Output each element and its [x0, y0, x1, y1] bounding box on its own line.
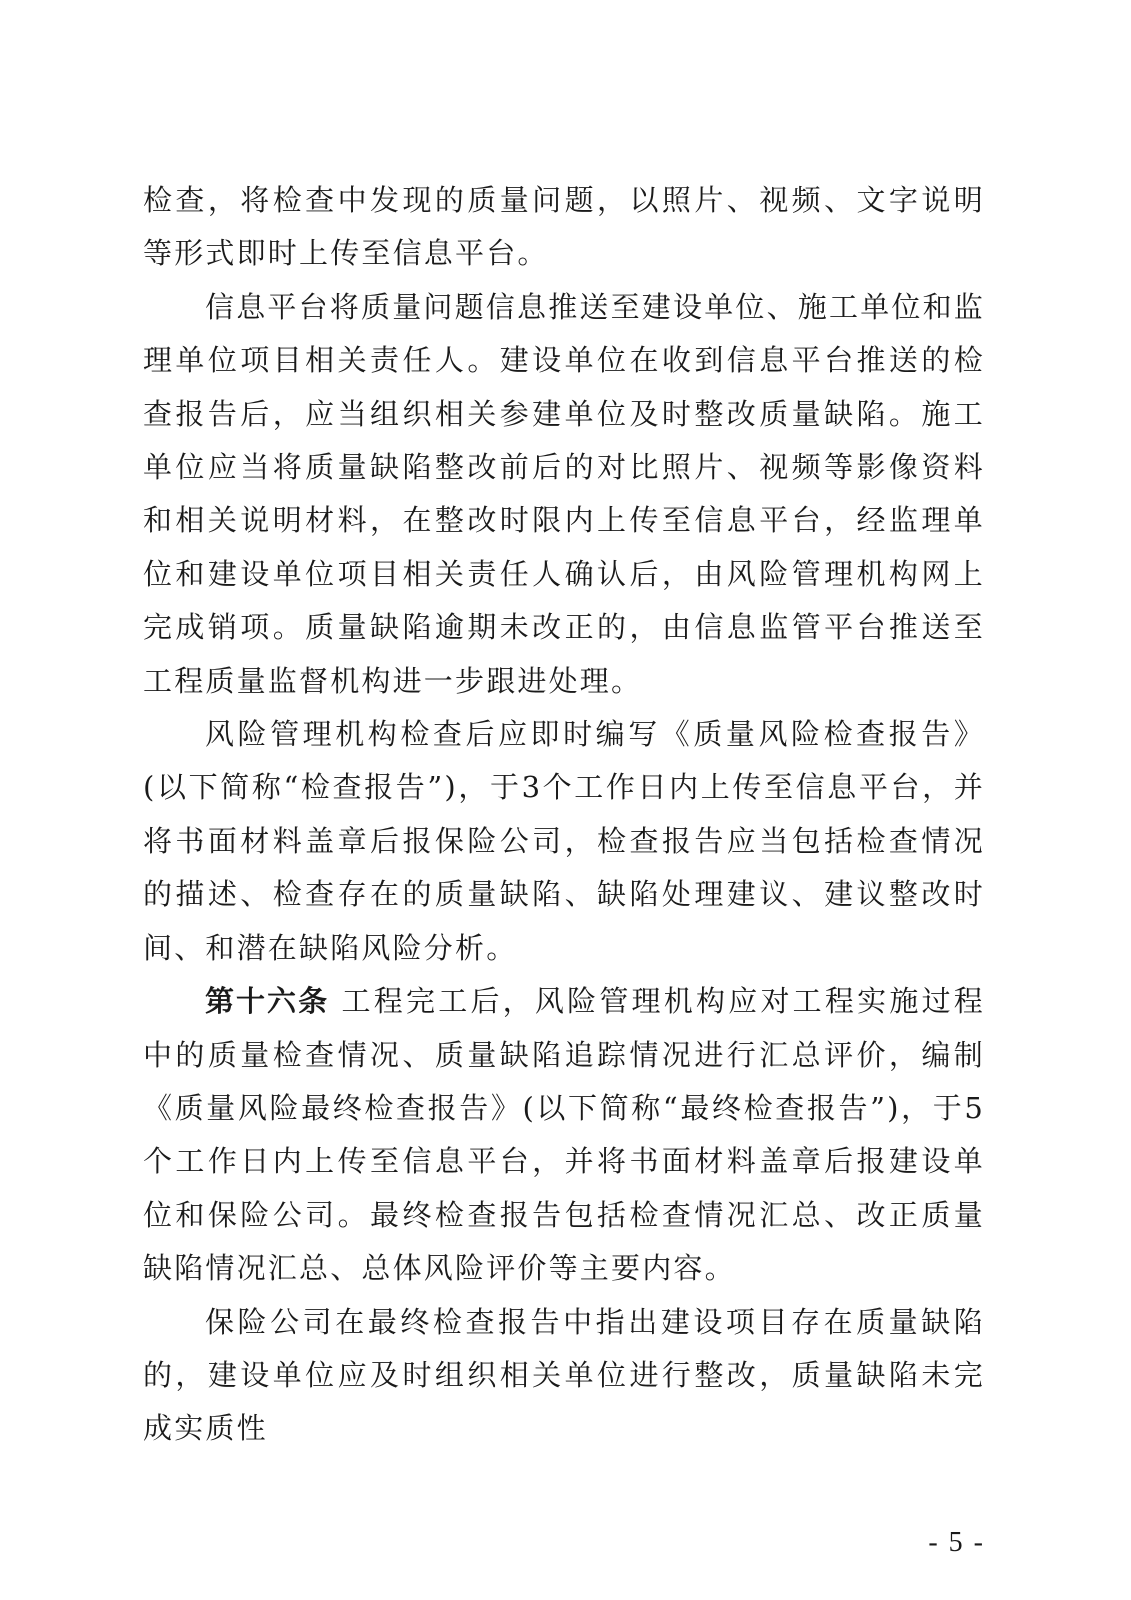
article-label: 第十六条: [205, 984, 330, 1019]
paragraph-4-text: 工程完工后，风险管理机构应对工程实施过程中的质量检查情况、质量缺陷追踪情况进行汇总评价，编制《质量风险最终检查报告》(以下简称“最终检查报告”)，于5个工作日内上传至信息平台，并将书面材料盖章后报建设单位和保险公司。最终检查报告包括检查情况汇总、改正质量缺陷情况汇总、总体风险评价等主要内容。: [143, 984, 985, 1286]
paragraph-3-text: 风险管理机构检查后应即时编写《质量风险检查报告》(以下简称“检查报告”)，于3个工作日内上传至信息平台，并将书面材料盖章后报保险公司，检查报告应当包括检查情况的描述、检查存在的质量缺陷、缺陷处理建议、建议整改时间、和潜在缺陷风险分析。: [143, 717, 985, 965]
page-number: - 5 -: [928, 1527, 985, 1558]
paragraph-3: [143, 708, 985, 975]
paragraph-5: [143, 1296, 985, 1456]
paragraph-1-text: 检查，将检查中发现的质量问题，以照片、视频、文字说明等形式即时上传至信息平台。: [143, 183, 985, 271]
paragraph-1: [143, 174, 985, 281]
paragraph-2-text: 信息平台将质量问题信息推送至建设单位、施工单位和监理单位项目相关责任人。建设单位在收到信息平台推送的检查报告后，应当组织相关参建单位及时整改质量缺陷。施工单位应当将质量缺陷整改前后的对比照片、视频等影像资料和相关说明材料，在整改时限内上传至信息平台，经监理单位和建设单位项目相关责任人确认后，由风险管理机构网上完成销项。质量缺陷逾期未改正的，由信息监管平台推送至工程质量监督机构进一步跟进处理。: [143, 289, 986, 698]
paragraph-5-text: 保险公司在最终检查报告中指出建设项目存在质量缺陷的，建设单位应及时组织相关单位进行整改，质量缺陷未完成实质性: [143, 1304, 985, 1446]
paragraph-2: [143, 281, 985, 708]
document-body: [143, 174, 985, 1456]
paragraph-4: [143, 975, 985, 1295]
